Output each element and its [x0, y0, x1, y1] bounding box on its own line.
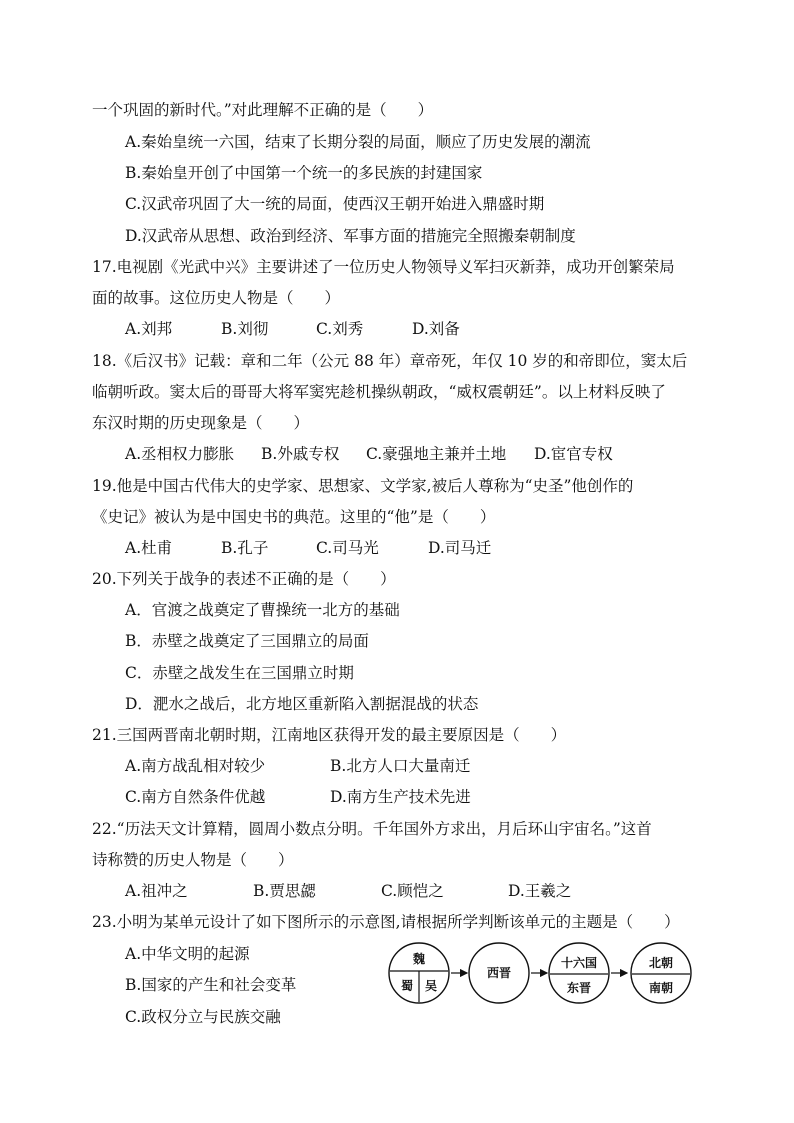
question-17-stem: 面的故事。这位历史人物是（ ） [92, 289, 341, 307]
option-b[interactable]: B.北方人口大量南迁 [330, 757, 471, 775]
option-c[interactable]: C.刘秀 [316, 320, 364, 338]
option-d[interactable]: D．淝水之战后，北方地区重新陷入割据混战的状态 [125, 695, 479, 713]
label-southern-dynasties: 南朝 [648, 981, 674, 995]
option-c[interactable]: C.顾恺之 [381, 882, 444, 900]
label-northern-dynasties: 北朝 [648, 956, 674, 970]
question-20-stem: 20.下列关于战争的表述不正确的是（ ） [92, 570, 396, 588]
option-d[interactable]: D.刘备 [412, 320, 460, 338]
circle-three-kingdoms [389, 943, 449, 1003]
question-18-stem: 东汉时期的历史现象是（ ） [92, 414, 310, 432]
option-d[interactable]: D.南方生产技术先进 [330, 788, 471, 806]
option-d[interactable]: D.宦官专权 [534, 445, 613, 463]
option-a[interactable]: A.中华文明的起源 [125, 945, 250, 963]
option-b[interactable]: B.孔子 [221, 539, 269, 557]
option-d[interactable]: D.汉武帝从思想、政治到经济、军事方面的措施完全照搬秦朝制度 [125, 227, 576, 245]
option-a[interactable]: A．官渡之战奠定了曹操统一北方的基础 [125, 601, 400, 619]
option-b[interactable]: B.贾思勰 [253, 882, 316, 900]
question-22-stem: 诗称赞的历史人物是（ ） [92, 851, 294, 869]
label-eastern-jin: 东晋 [566, 981, 592, 995]
option-a[interactable]: A.南方战乱相对较少 [125, 757, 266, 775]
label-shu: 蜀 [400, 979, 414, 993]
label-western-jin: 西晋 [486, 966, 512, 980]
label-sixteen-kingdoms: 十六国 [560, 956, 598, 970]
question-18-stem: 18.《后汉书》记载：章和二年（公元 88 年）章帝死，年仅 10 岁的和帝即位，窦太后 [92, 352, 688, 370]
option-b[interactable]: B.外戚专权 [261, 445, 340, 463]
label-wu: 吴 [424, 979, 438, 993]
question-22-stem: 22.“历法天文计算精，圆周小数点分明。千年国外方求出，月后环山宇宙名。”这首 [92, 820, 652, 838]
option-c[interactable]: C.豪强地主兼并土地 [366, 445, 507, 463]
question-23-stem: 23.小明为某单元设计了如下图所示的示意图,请根据所学判断该单元的主题是（ ） [92, 913, 680, 931]
option-c[interactable]: C.汉武帝巩固了大一统的局面，使西汉王朝开始进入鼎盛时期 [125, 195, 545, 213]
option-d[interactable]: D.王羲之 [508, 882, 572, 900]
label-wei: 魏 [412, 952, 426, 966]
circle-sixteen-kingdoms-eastern-jin [549, 943, 609, 1003]
dynasty-flow-diagram [385, 938, 697, 1008]
option-b[interactable]: B．赤壁之战奠定了三国鼎立的局面 [125, 632, 369, 650]
question-17-stem: 17.电视剧《光武中兴》主要讲述了一位历史人物领导义军扫灭新莽，成功开创繁荣局 [92, 258, 675, 276]
circle-northern-southern-dynasties [631, 943, 691, 1003]
option-a[interactable]: A.刘邦 [125, 320, 173, 338]
option-d[interactable]: D.司马迁 [428, 539, 492, 557]
question-21-stem: 21.三国两晋南北朝时期，江南地区获得开发的最主要原因是（ ） [92, 726, 567, 744]
question-16-stem-tail: 一个巩固的新时代。”对此理解不正确的是（ ） [92, 101, 434, 119]
option-b[interactable]: B.秦始皇开创了中国第一个统一的多民族的封建国家 [125, 164, 483, 182]
option-a[interactable]: A.丞相权力膨胀 [125, 445, 235, 463]
option-c[interactable]: C.司马光 [316, 539, 379, 557]
circle-western-jin [469, 943, 529, 1003]
option-c[interactable]: C．赤壁之战发生在三国鼎立时期 [125, 664, 354, 682]
option-a[interactable]: A.秦始皇统一六国，结束了长期分裂的局面，顺应了历史发展的潮流 [125, 133, 591, 151]
question-19-stem: 19.他是中国古代伟大的史学家、思想家、文学家,被后人尊称为“史圣”他创作的 [92, 477, 634, 495]
option-a[interactable]: A.祖冲之 [125, 882, 188, 900]
option-c[interactable]: C.南方自然条件优越 [125, 788, 266, 806]
option-c[interactable]: C.政权分立与民族交融 [125, 1008, 281, 1026]
option-b[interactable]: B.国家的产生和社会变革 [125, 976, 297, 994]
option-b[interactable]: B.刘彻 [221, 320, 269, 338]
option-a[interactable]: A.杜甫 [125, 539, 173, 557]
question-18-stem: 临朝听政。窦太后的哥哥大将军窦宪趁机操纵朝政，“威权震朝廷”。以上材料反映了 [92, 383, 666, 401]
question-19-stem: 《史记》被认为是中国史书的典范。这里的“他”是（ ） [92, 508, 496, 526]
